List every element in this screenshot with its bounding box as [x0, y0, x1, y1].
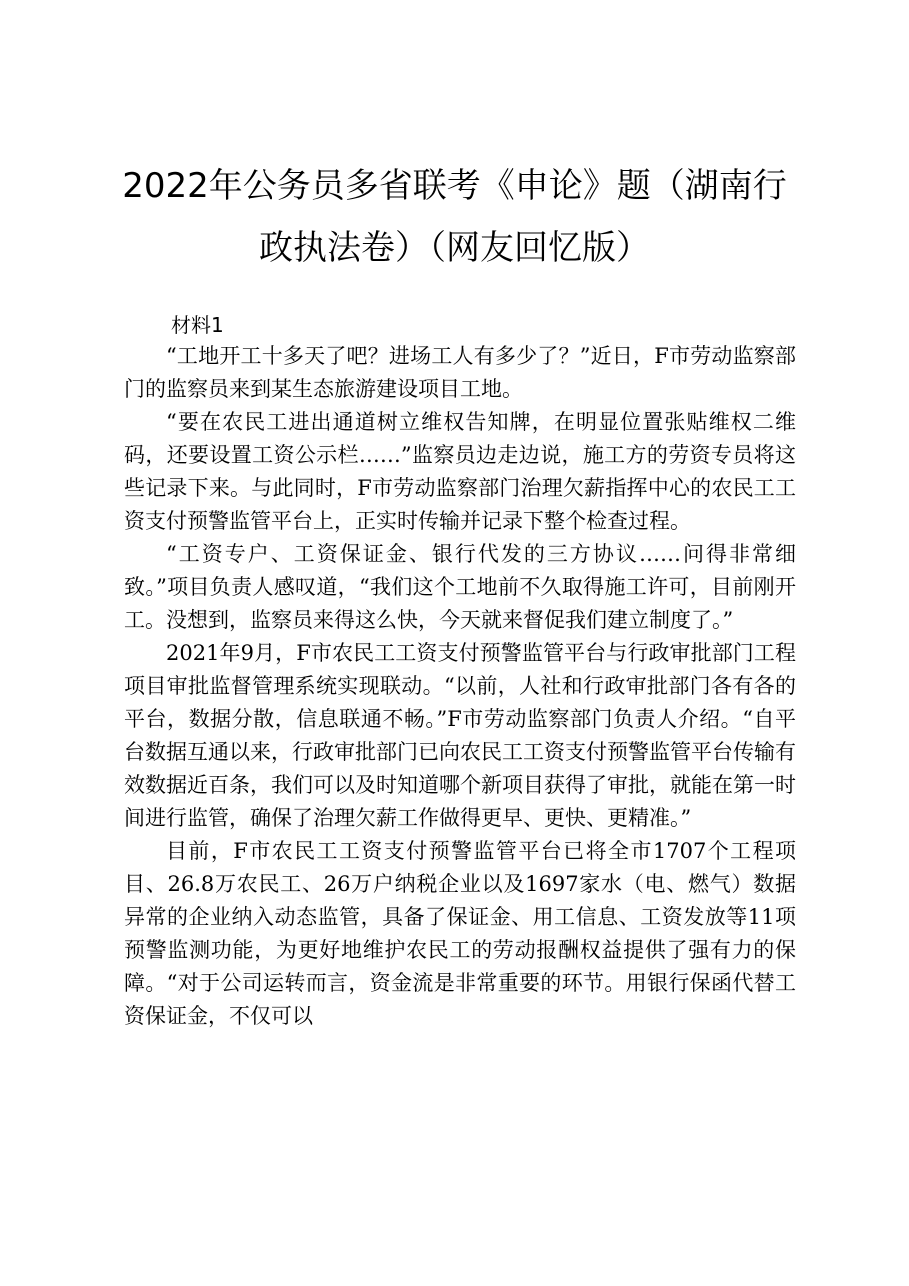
paragraph: “工资专户、工资保证金、银行代发的三方协议……问得非常细致。”项目负责人感叹道，“我们这个工地前不久取得施工许可，目前刚开工。没想到，监察员来得这么快，今天就来督促我们建立制度了。” [124, 542, 796, 632]
section-heading: 材料1 [171, 313, 224, 337]
document-title-line-1: 2022年公务员多省联考《申论》题（湖南行 [122, 166, 787, 206]
paragraph: 2021年9月，F市农民工工资支付预警监管平台与行政审批部门工程项目审批监督管理系统实现联动。“以前，人社和行政审批部门各有各的平台，数据分散，信息联通不畅。”F市劳动监察部门负责人介绍。“自平台数据互通以来，行政审批部门已向农民工工资支付预警监管平台传输有效数据近百条，我们可以及时知道哪个新项目获得了审批，就能在第一时间进行监管，确保了治理欠薪工作做得更早、更快、更精准。” [124, 641, 796, 830]
paragraph: 目前，F市农民工工资支付预警监管平台已将全市1707个工程项目、26.8万农民工、26万户纳税企业以及1697家水（电、燃气）数据异常的企业纳入动态监管，具备了保证金、用工信息、工资发放等11项预警监测功能，为更好地维护农民工的劳动报酬权益提供了强有力的保障。“对于公司运转而言，资金流是非常重要的环节。用银行保函代替工资保证金，不仅可以 [124, 839, 796, 1028]
paragraph: “工地开工十多天了吧？进场工人有多少了？”近日，F市劳动监察部门的监察员来到某生态旅游建设项目工地。 [124, 344, 796, 401]
document-body [124, 340, 796, 1033]
paragraph: “要在农民工进出通道树立维权告知牌，在明显位置张贴维权二维码，还要设置工资公示栏……”监察员边走边说，施工方的劳资专员将这些记录下来。与此同时，F市劳动监察部门治理欠薪指挥中心的农民工工资支付预警监管平台上，正实时传输并记录下整个检查过程。 [124, 410, 796, 533]
document-title-line-2: 政执法卷）（网友回忆版） [259, 228, 650, 268]
